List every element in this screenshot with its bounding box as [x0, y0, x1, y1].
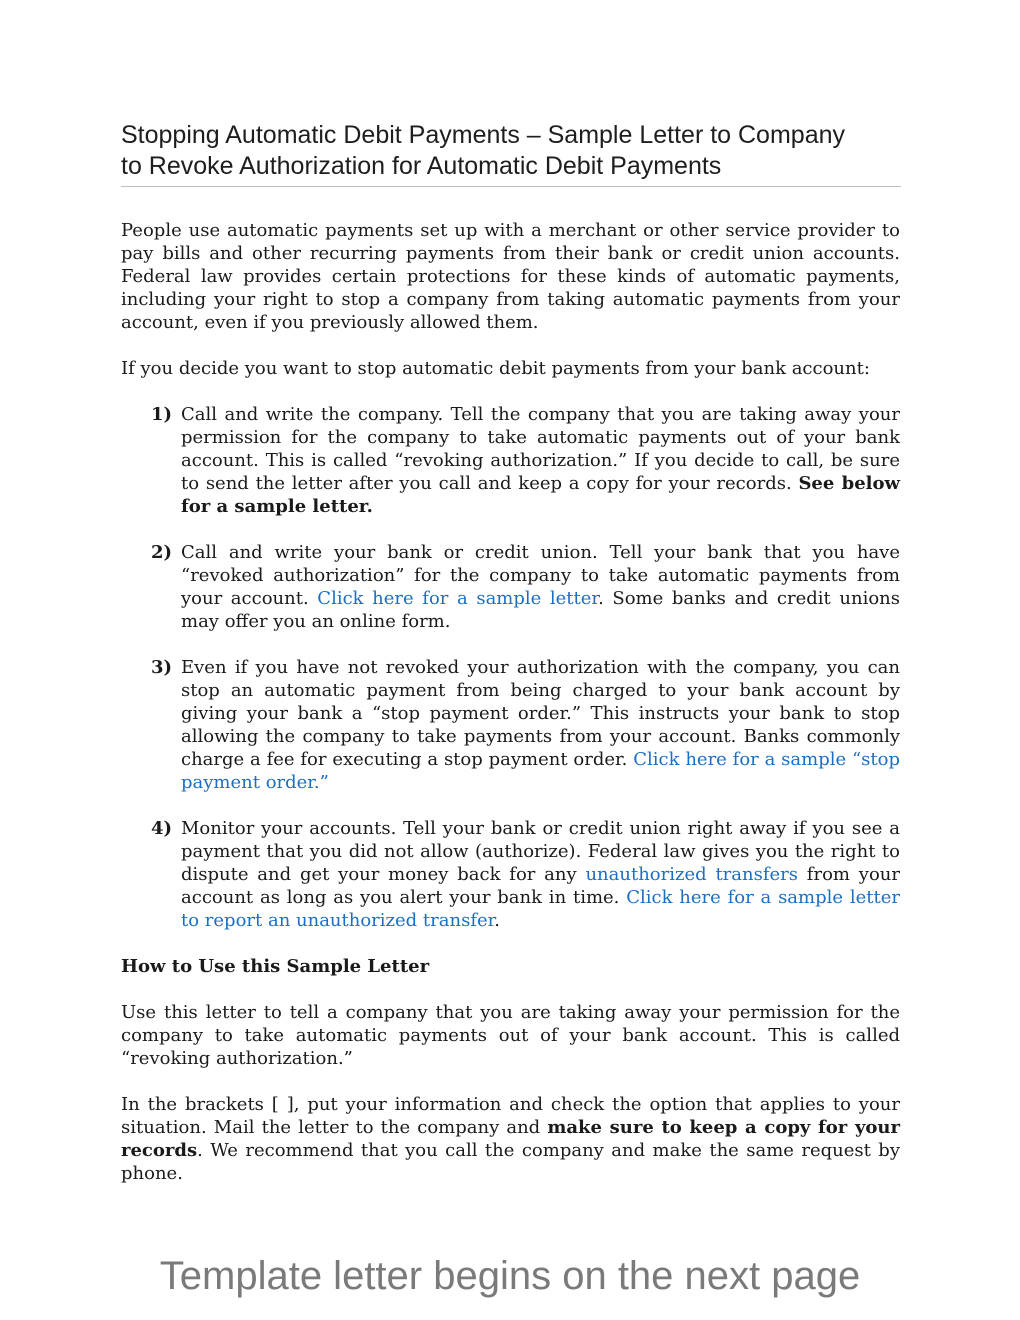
step-text: Call and write your bank or credit union. Tell your bank that you have “revoked authorization” for the company to take automatic payments from your account. — [181, 542, 900, 609]
step-item — [121, 403, 900, 518]
step-number: 1) — [151, 404, 173, 425]
sample-letter-link[interactable]: Click here for a sample letter — [317, 588, 599, 609]
report-unauthorized-transfer-link[interactable]: Click here for a sample letter to report an unauthorized transfer — [181, 887, 900, 931]
step-text-after: . Some banks and credit unions may offer you an online form. — [181, 588, 900, 632]
brackets-paragraph — [121, 1093, 900, 1185]
step-text: Even if you have not revoked your authorization with the company, you can stop an automatic payment from being charged to your bank account by giving your bank a “stop payment order.” This instructs your bank to stop allowing the company to take payments from your account. Banks commonly charge a fee for executing a stop payment order. — [181, 657, 900, 770]
step-item — [121, 541, 900, 633]
page-title — [121, 120, 901, 187]
stop-payment-order-link[interactable]: Click here for a sample “stop payment order.” — [181, 749, 900, 793]
footer-note: Template letter begins on the next page — [159, 1254, 861, 1298]
brackets-bold: make sure to keep a copy for your records — [121, 1117, 900, 1161]
step-number: 2) — [151, 542, 173, 563]
howto-heading: How to Use this Sample Letter — [121, 956, 430, 977]
steps-list — [121, 403, 900, 932]
step-number: 4) — [151, 818, 173, 839]
title-line-2: to Revoke Authorization for Automatic Debit Payments — [121, 152, 722, 180]
brackets-after: . We recommend that you call the company and make the same request by phone. — [121, 1140, 900, 1184]
step-text: Call and write the company. Tell the company that you are taking away your permission for the company to take automatic payments out of your bank account. This is called “revoking authorization.” If you decide to call, be sure to send the letter after you call and keep a copy for your records. — [181, 404, 900, 494]
brackets-text: In the brackets [ ], put your information and check the option that applies to your situation. Mail the letter to the company and — [121, 1094, 900, 1138]
step-bold-text: See below for a sample letter. — [181, 473, 901, 517]
step-text-mid: from your account as long as you alert your bank in time. — [181, 864, 900, 908]
step-item — [121, 817, 900, 932]
use-paragraph: Use this letter to tell a company that you are taking away your permission for the company to take automatic payments out of your bank account. This is called “revoking authorization.” — [121, 1002, 900, 1069]
unauthorized-transfers-link[interactable]: unauthorized transfers — [585, 864, 799, 885]
intro-paragraph: People use automatic payments set up with a merchant or other service provider to pay bills and other recurring payments from their bank or credit union accounts. Federal law provides certain protections for these kinds of automatic payments, including your right to stop a company from taking automatic payments from your account, even if you previously allowed them. — [121, 220, 900, 333]
step-text-after: . — [494, 910, 501, 931]
step-item — [121, 656, 900, 794]
document-body — [121, 219, 900, 1185]
title-line-1: Stopping Automatic Debit Payments – Sample Letter to Company — [121, 121, 845, 149]
lead-paragraph: If you decide you want to stop automatic debit payments from your bank account: — [121, 358, 870, 379]
step-number: 3) — [151, 657, 173, 678]
step-text: Monitor your accounts. Tell your bank or credit union right away if you see a payment that you did not allow (authorize). Federal law gives you the right to dispute and get your money back for any — [181, 818, 900, 885]
